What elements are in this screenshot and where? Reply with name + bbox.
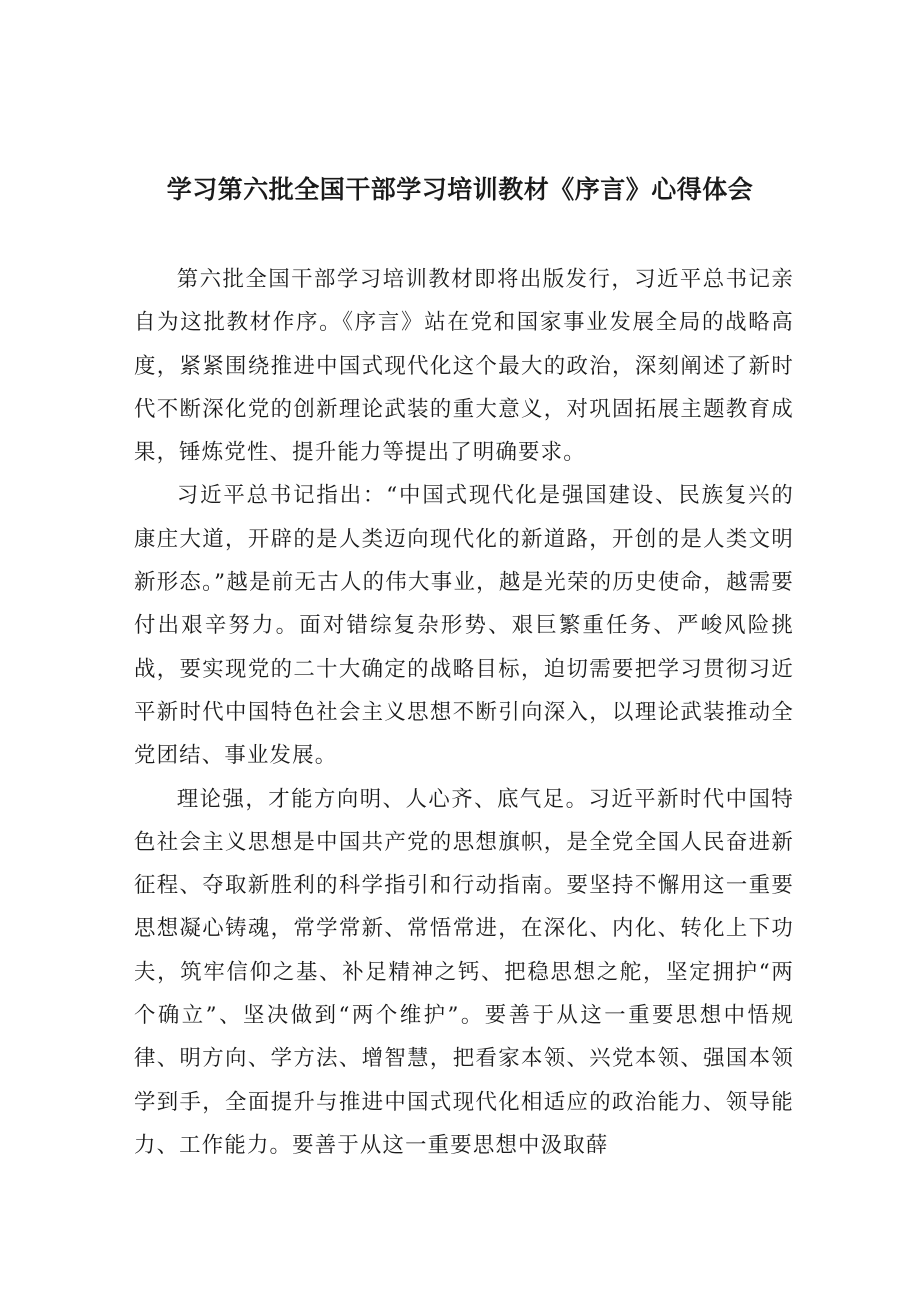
paragraph: 理论强，才能方向明、人心齐、底气足。习近平新时代中国特色社会主义思想是中国共产党的思想旗帜，是全党全国人民奋进新征程、夺取新胜利的科学指引和行动指南。要坚持不懈用这一重要思想凝心铸魂，常学常新、常悟常进，在深化、内化、转化上下功夫，筑牢信仰之基、补足精神之钙、把稳思想之舵，坚定拥护“两个确立”、坚决做到“两个维护”。要善于从这一重要思想中悟规律、明方向、学方法、增智慧，把看家本领、兴党本领、强国本领学到手，全面提升与推进中国式现代化相适应的政治能力、领导能力、工作能力。要善于从这一重要思想中汲取薛 xyxy=(134,786,794,1158)
document-title: 学习第六批全国干部学习培训教材《序言》心得体会 xyxy=(166,175,754,204)
paragraph: 习近平总书记指出：“中国式现代化是强国建设、民族复兴的康庄大道，开辟的是人类迈向现代化的新道路，开创的是人类文明新形态。”越是前无古人的伟大事业，越是光荣的历史使命，越需要付出艰辛努力。面对错综复杂形势、艰巨繁重任务、严峻风险挑战，要实现党的二十大确定的战略目标，迫切需要把学习贯彻习近平新时代中国特色社会主义思想不断引向深入，以理论武装推动全党团结、事业发展。 xyxy=(134,483,794,769)
paragraph: 第六批全国干部学习培训教材即将出版发行，习近平总书记亲自为这批教材作序。《序言》站在党和国家事业发展全局的战略高度，紧紧围绕推进中国式现代化这个最大的政治，深刻阐述了新时代不断深化党的创新理论武装的重大意义，对巩固拓展主题教育成果，锤炼党性、提升能力等提出了明确要求。 xyxy=(134,267,794,466)
document-body xyxy=(134,258,794,1167)
